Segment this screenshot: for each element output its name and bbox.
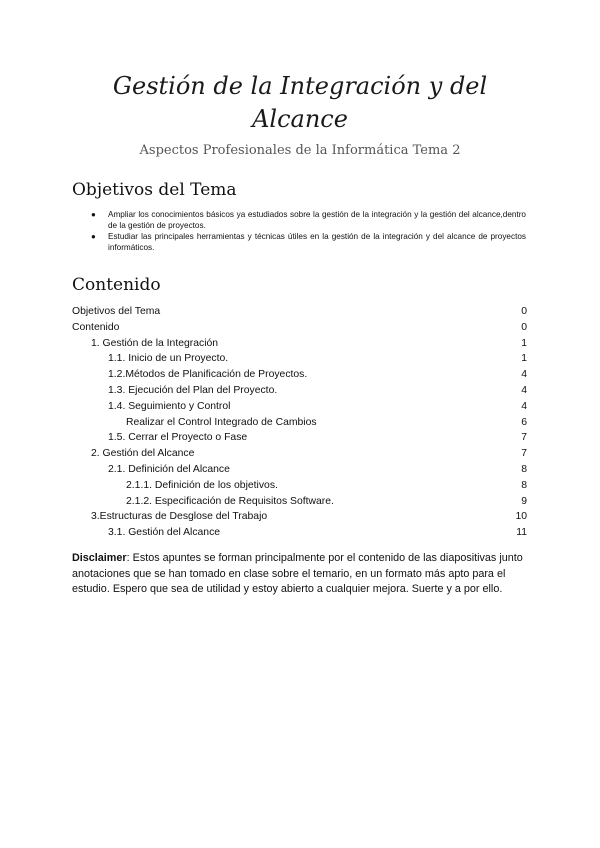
bullet-icon: ●: [91, 232, 96, 241]
toc-entry-page: 0: [521, 321, 527, 333]
title-line-1: Gestión de la Integración y del: [112, 72, 488, 100]
toc-entry-title: 3.1. Gestión del Alcance: [108, 527, 221, 539]
disclaimer-text: : Estos apuntes se forman principalmente por el contenido de las diapositivas junto anotaciones que se han tomado en clase sobre el temario, en un formato más apto para el estudio. Espero que sea de utilidad y estoy abierto a cualquier mejora. Suerte y a por ello.: [72, 552, 523, 595]
toc-entry-page: 4: [521, 400, 527, 412]
toc-entry-page: 1: [521, 353, 527, 365]
toc-entry-title: 1.2.Métodos de Planificación de Proyectos.: [108, 369, 308, 381]
toc-entry-title: Objetivos del Tema: [72, 306, 161, 317]
toc-entry-page: 4: [521, 384, 527, 396]
toc-entry-page: 4: [521, 369, 527, 381]
title-line-2: Alcance: [252, 105, 348, 133]
toc-entry[interactable]: [72, 399, 527, 415]
toc-entry[interactable]: [72, 351, 527, 367]
toc-entry[interactable]: [72, 430, 527, 446]
toc-entry-title: 1.5. Cerrar el Proyecto o Fase: [108, 432, 248, 444]
toc-entry-title: 2.1.1. Definición de los objetivos.: [126, 479, 278, 491]
toc-entry[interactable]: [72, 494, 527, 510]
toc-entry-page: 10: [515, 511, 527, 523]
objective-text: Ampliar los conocimientos básicos ya estudiados sobre la gestión de la integración y la gestión del alcance,dentro de la gestión de proyectos.: [108, 210, 526, 230]
document-subtitle: Aspectos Profesionales de la Informática Tema 2: [139, 143, 461, 158]
toc-entry-page: 8: [521, 479, 527, 491]
bullet-icon: ●: [91, 210, 96, 219]
toc-entry-title: 1.3. Ejecución del Plan del Proyecto.: [108, 384, 278, 396]
toc-entry[interactable]: [72, 509, 527, 525]
objective-item: [72, 231, 526, 253]
toc-entry[interactable]: [72, 367, 527, 383]
toc-entry[interactable]: [72, 415, 527, 431]
objectives-list: [72, 209, 526, 253]
toc-entry-page: 9: [521, 495, 527, 507]
table-of-contents: [72, 304, 527, 541]
toc-entry-page: 6: [521, 416, 527, 428]
objectives-heading: Objetivos del Tema: [72, 180, 237, 200]
objective-item: [72, 209, 526, 231]
toc-entry-title: 1.4. Seguimiento y Control: [108, 400, 231, 412]
toc-entry[interactable]: [72, 336, 527, 352]
toc-entry-title: 2.1.2. Especificación de Requisitos Software.: [126, 495, 334, 507]
toc-entry-page: 7: [521, 448, 527, 460]
disclaimer-label: Disclaimer: [72, 552, 127, 564]
toc-entry-page: 11: [516, 527, 527, 539]
toc-entry-page: 1: [521, 337, 527, 349]
objective-text: Estudiar las principales herramientas y técnicas útiles en la gestión de la integración y del alcance de proyectos informáticos.: [108, 232, 526, 252]
toc-entry[interactable]: [72, 446, 527, 462]
toc-entry[interactable]: [72, 462, 527, 478]
toc-entry-title: 3.Estructuras de Desglose del Trabajo: [91, 511, 268, 523]
toc-entry[interactable]: [72, 383, 527, 399]
toc-entry-page: 8: [521, 463, 527, 475]
toc-entry[interactable]: [72, 478, 527, 494]
toc-entry[interactable]: [72, 320, 527, 336]
toc-entry-title: Realizar el Control Integrado de Cambios: [126, 416, 317, 428]
toc-entry[interactable]: [72, 304, 527, 320]
toc-entry-page: 7: [521, 432, 527, 444]
disclaimer-paragraph: [72, 551, 528, 598]
toc-entry-title: 2.1. Definición del Alcance: [108, 463, 230, 475]
toc-entry-page: 0: [521, 306, 527, 317]
document-title: [60, 70, 540, 136]
toc-entry-title: Contenido: [72, 321, 120, 333]
toc-entry-title: 1. Gestión de la Integración: [91, 337, 219, 349]
toc-entry-title: 2. Gestión del Alcance: [91, 448, 195, 460]
contents-heading: Contenido: [72, 275, 161, 295]
toc-entry[interactable]: [72, 525, 527, 541]
toc-entry-title: 1.1. Inicio de un Proyecto.: [108, 353, 229, 365]
